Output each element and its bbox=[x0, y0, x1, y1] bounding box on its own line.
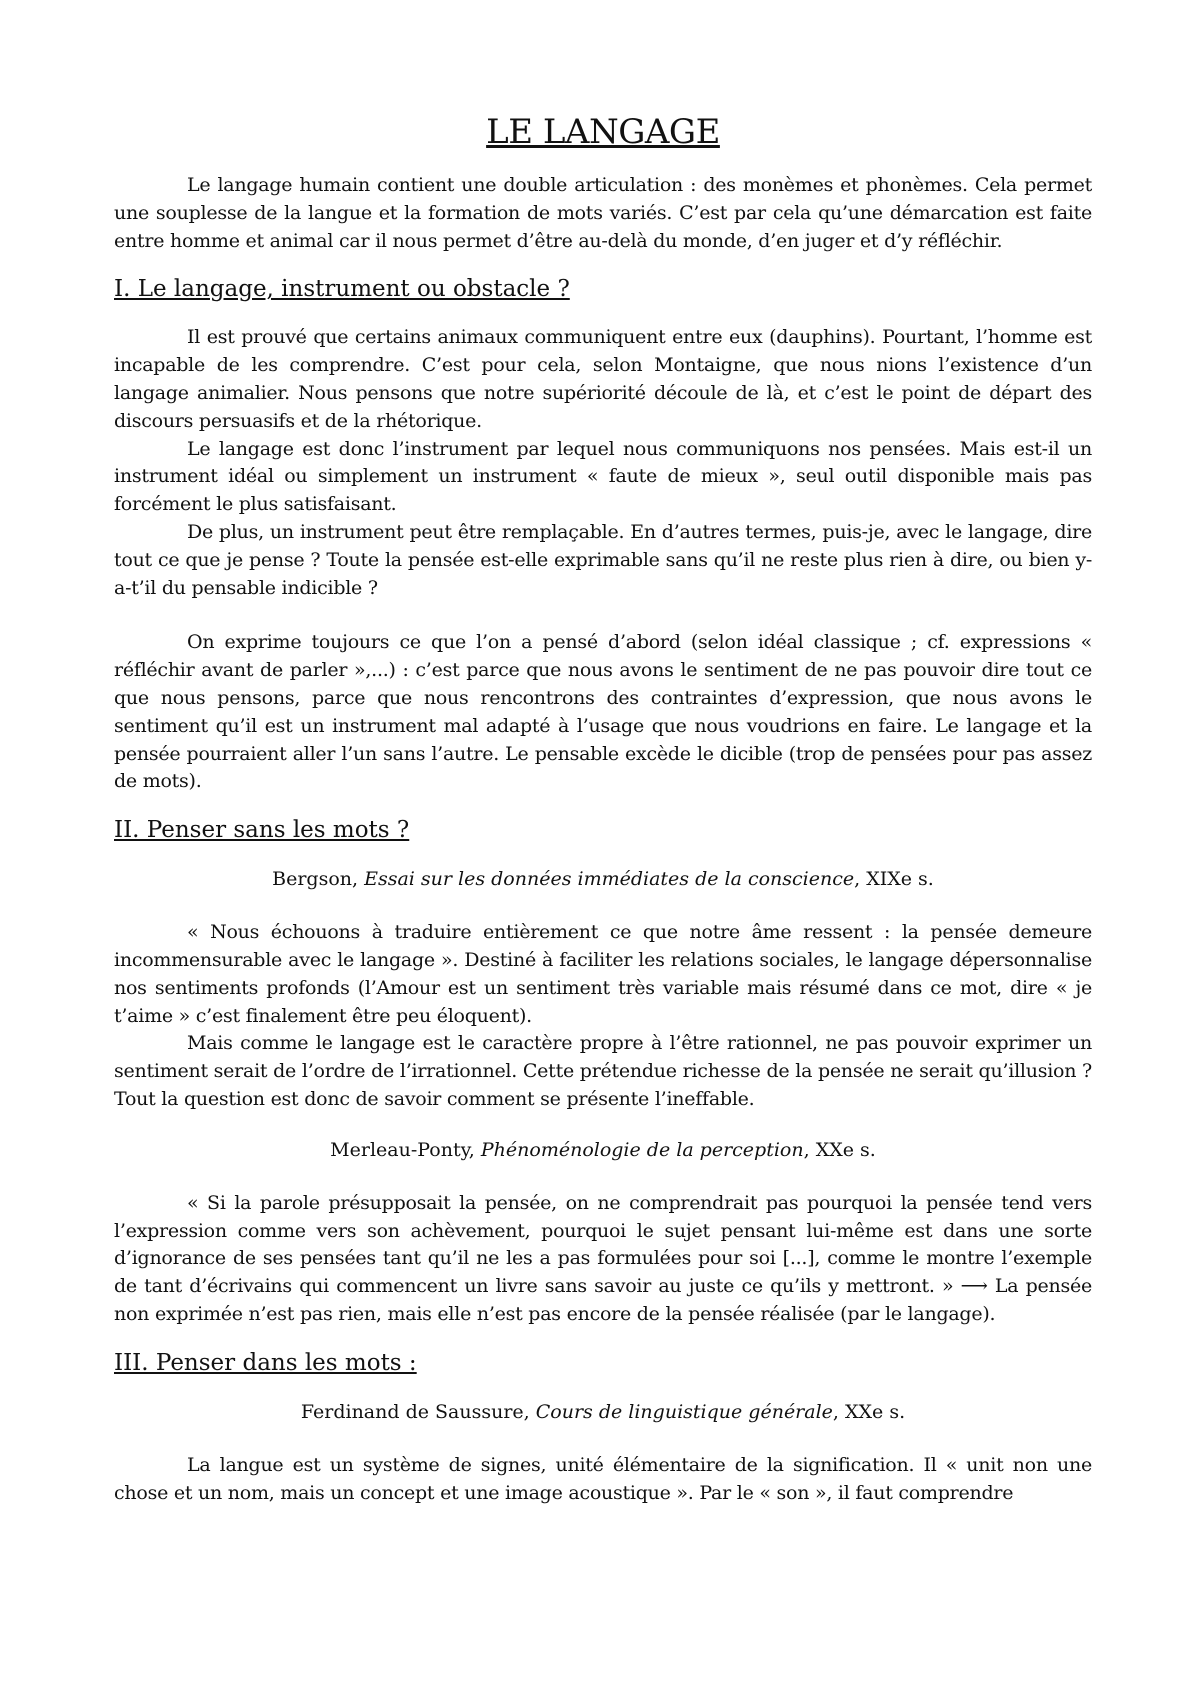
reference-author: Merleau-Ponty, bbox=[330, 1138, 481, 1161]
reference-bergson bbox=[114, 865, 1092, 893]
section1-paragraph-3: De plus, un instrument peut être remplaçable. En d’autres termes, puis-je, avec le langage, dire tout ce que je pense ? Toute la pensée est-elle exprimable sans qu’il ne reste plus rien à dire, ou bien y-a-t’il du pensable indicible ? bbox=[114, 520, 1092, 599]
intro-paragraph: Le langage humain contient une double articulation : des monèmes et phonèmes. Cela permet une souplesse de la langue et la formation de mots variés. C’est par cela qu’une démarcation est faite entre homme et animal car il nous permet d’être au-delà du monde, d’en juger et d’y réfléchir. bbox=[114, 174, 1092, 252]
document-page bbox=[114, 112, 1092, 1507]
reference-author: Ferdinand de Saussure, bbox=[300, 1400, 536, 1423]
section1-paragraph-2: Le langage est donc l’instrument par lequel nous communiquons nos pensées. Mais est-il un instrument idéal ou simplement un instrument « faute de mieux », seul outil disponible mais pas forcément le plus satisfaisant. bbox=[114, 437, 1092, 516]
section1-paragraph-1: Il est prouvé que certains animaux communiquent entre eux (dauphins). Pourtant, l’homme est incapable de les comprendre. C’est pour cela, selon Montaigne, que nous nions l’existence d’un langage animalier. Nous pensons que notre supériorité découle de là, et c’est le point de départ des discours persuasifs et de la rhétorique. bbox=[114, 326, 1092, 432]
section3-paragraph-1: La langue est un système de signes, unité élémentaire de la signification. Il « unit non une chose et un nom, mais un concept et une image acoustique ». Par le « son », il faut comprendre bbox=[114, 1453, 1092, 1504]
reference-work: Phénoménologie de la perception bbox=[480, 1138, 804, 1161]
section2-paragraph-2: Mais comme le langage est le caractère propre à l’être rationnel, ne pas pouvoir exprimer un sentiment serait de l’ordre de l’irrationnel. Cette prétendue richesse de la pensée ne serait qu’illusion ? Tout la question est donc de savoir comment se présente l’ineffable. bbox=[114, 1032, 1092, 1110]
reference-author: Bergson, bbox=[272, 868, 365, 891]
section-heading-2: II. Penser sans les mots ? bbox=[114, 817, 410, 844]
section-heading-1: I. Le langage, instrument ou obstacle ? bbox=[114, 276, 570, 303]
reference-suffix: , XXe s. bbox=[803, 1138, 876, 1161]
reference-merleau-ponty bbox=[114, 1136, 1092, 1164]
document-title: LE LANGAGE bbox=[486, 112, 720, 152]
reference-suffix: , XXe s. bbox=[832, 1400, 906, 1423]
reference-saussure bbox=[114, 1398, 1092, 1426]
section2-paragraph-3: « Si la parole présupposait la pensée, on ne comprendrait pas pourquoi la pensée tend vers l’expression comme vers son achèvement, pourquoi le sujet pensant lui-même est dans une sorte d’ignorance de ses pensées tant qu’il ne les a pas formulées pour soi [...], comme le montre l’exemple de tant d’écrivains qui commencent un livre sans savoir au juste ce qu’ils y mettront. » ⟶ La pensée non exprimée n’est pas rien, mais elle n’est pas encore de la pensée réalisée (par le langage). bbox=[114, 1191, 1092, 1325]
section2-paragraph-1: « Nous échouons à traduire entièrement ce que notre âme ressent : la pensée demeure incommensurable avec le langage ». Destiné à faciliter les relations sociales, le langage dépersonnalise nos sentiments profonds (l’Amour est un sentiment très variable mais résumé dans ce mot, dire « je t’aime » c’est finalement être peu éloquent). bbox=[114, 921, 1092, 1027]
reference-work: Essai sur les données immédiates de la conscience bbox=[364, 868, 855, 891]
section1-paragraph-4: On exprime toujours ce que l’on a pensé d’abord (selon idéal classique ; cf. expressions « réfléchir avant de parler »,...) : c’est parce que nous avons le sentiment de ne pas pouvoir dire tout ce que nous pensons, parce que nous rencontrons des contraintes d’expression, que nous avons le sentiment qu’il est un instrument mal adapté à l’usage que nous voudrions en faire. Le langage et la pensée pourraient aller l’un sans l’autre. Le pensable excède le dicible (trop de pensées pour pas assez de mots). bbox=[114, 631, 1092, 793]
reference-work: Cours de linguistique générale bbox=[535, 1400, 833, 1423]
reference-suffix: , XIXe s. bbox=[854, 868, 934, 891]
reference-spacer bbox=[114, 1114, 1092, 1136]
paragraph-gap bbox=[114, 602, 1092, 629]
section-heading-3: III. Penser dans les mots : bbox=[114, 1349, 417, 1376]
